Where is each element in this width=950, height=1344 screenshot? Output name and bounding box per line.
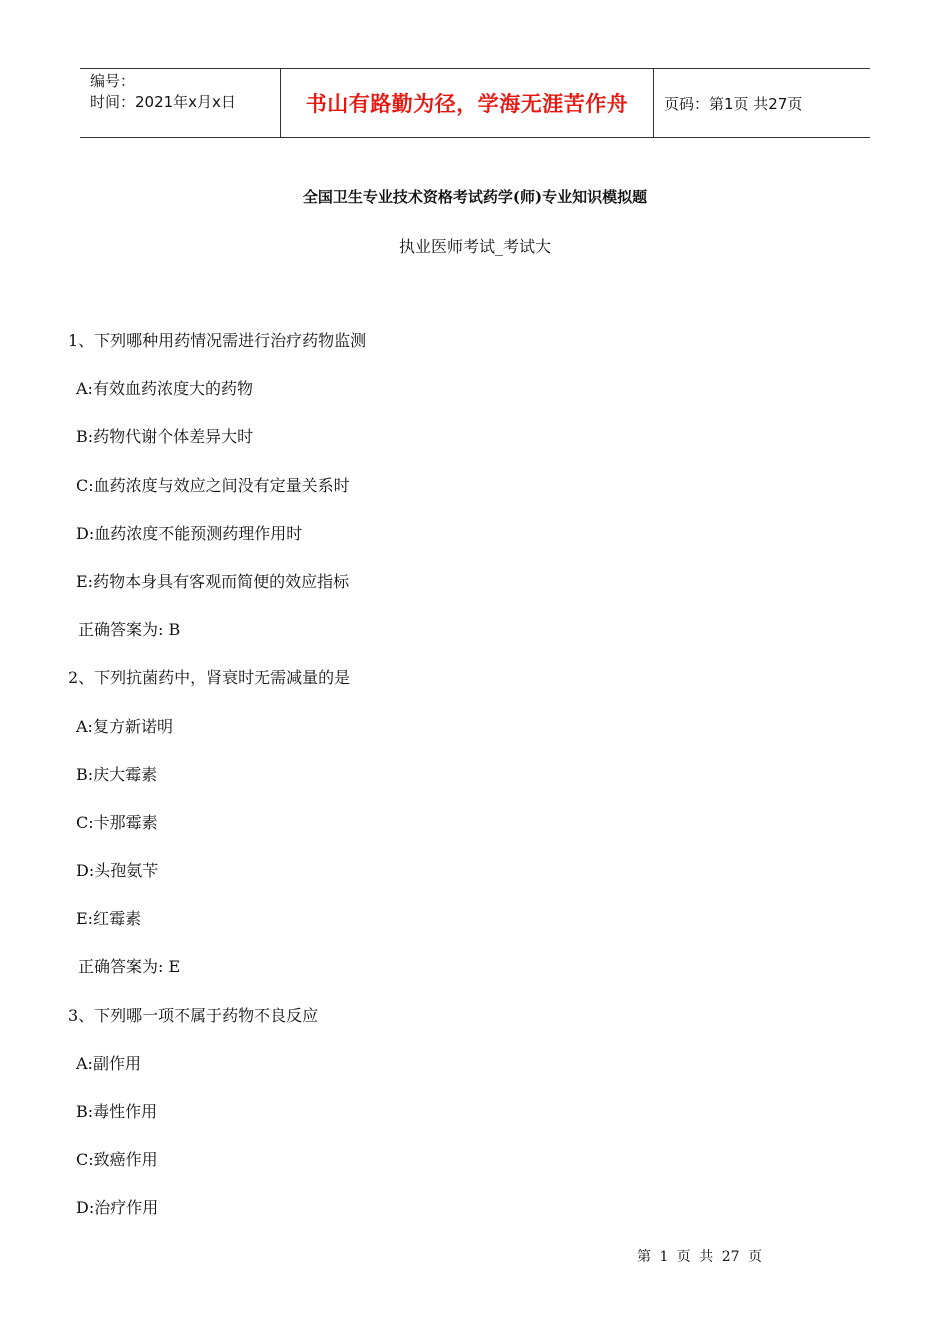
option-text: E:红霉素: [76, 909, 142, 929]
header-motto-cell: [281, 69, 654, 137]
question-text: 2、下列抗菌药中，肾衰时无需减量的是: [68, 668, 351, 688]
number-label: 编号：: [90, 72, 136, 90]
header-page-info: 页码：第1页 共27页: [664, 94, 803, 113]
option-text: D:血药浓度不能预测药理作用时: [76, 523, 303, 543]
question-list: [68, 330, 888, 1246]
option-text: C:血药浓度与效应之间没有定量关系时: [76, 475, 350, 495]
option-text: D:治疗作用: [76, 1198, 159, 1218]
option-text: B:毒性作用: [76, 1102, 158, 1121]
option-text: B:药物代谢个体差异大时: [76, 427, 254, 447]
answer-text: 正确答案为: E: [78, 957, 181, 977]
motto-text: 书山有路勤为径，学海无涯苦作舟: [305, 92, 629, 116]
answer-text: 正确答案为: B: [78, 620, 181, 640]
option-text: A:副作用: [76, 1053, 141, 1073]
header-meta: [80, 69, 281, 137]
question-text: 3、下列哪一项不属于药物不良反应: [68, 1005, 319, 1025]
option-text: A:复方新诺明: [76, 716, 173, 736]
option-text: C:致癌作用: [76, 1150, 158, 1170]
question-text: 1、下列哪种用药情况需进行治疗药物监测: [68, 331, 367, 350]
page-footer: 第 1 页 共 27 页: [637, 1249, 762, 1265]
header-page-info-cell: [654, 69, 870, 137]
option-text: E:药物本身具有客观而简便的效应指标: [76, 571, 350, 591]
option-text: B:庆大霉素: [76, 764, 158, 784]
option-text: A:有效血药浓度大的药物: [76, 379, 253, 399]
document-subtitle: 执业医师考试_考试大: [398, 237, 551, 256]
option-text: C:卡那霉素: [76, 812, 158, 832]
time-label: 时间：2021年x月x日: [90, 93, 236, 111]
document-title: 全国卫生专业技术资格考试药学(师)专业知识模拟题: [302, 188, 648, 206]
option-text: D:头孢氨苄: [76, 861, 159, 881]
page-header: [80, 68, 870, 138]
